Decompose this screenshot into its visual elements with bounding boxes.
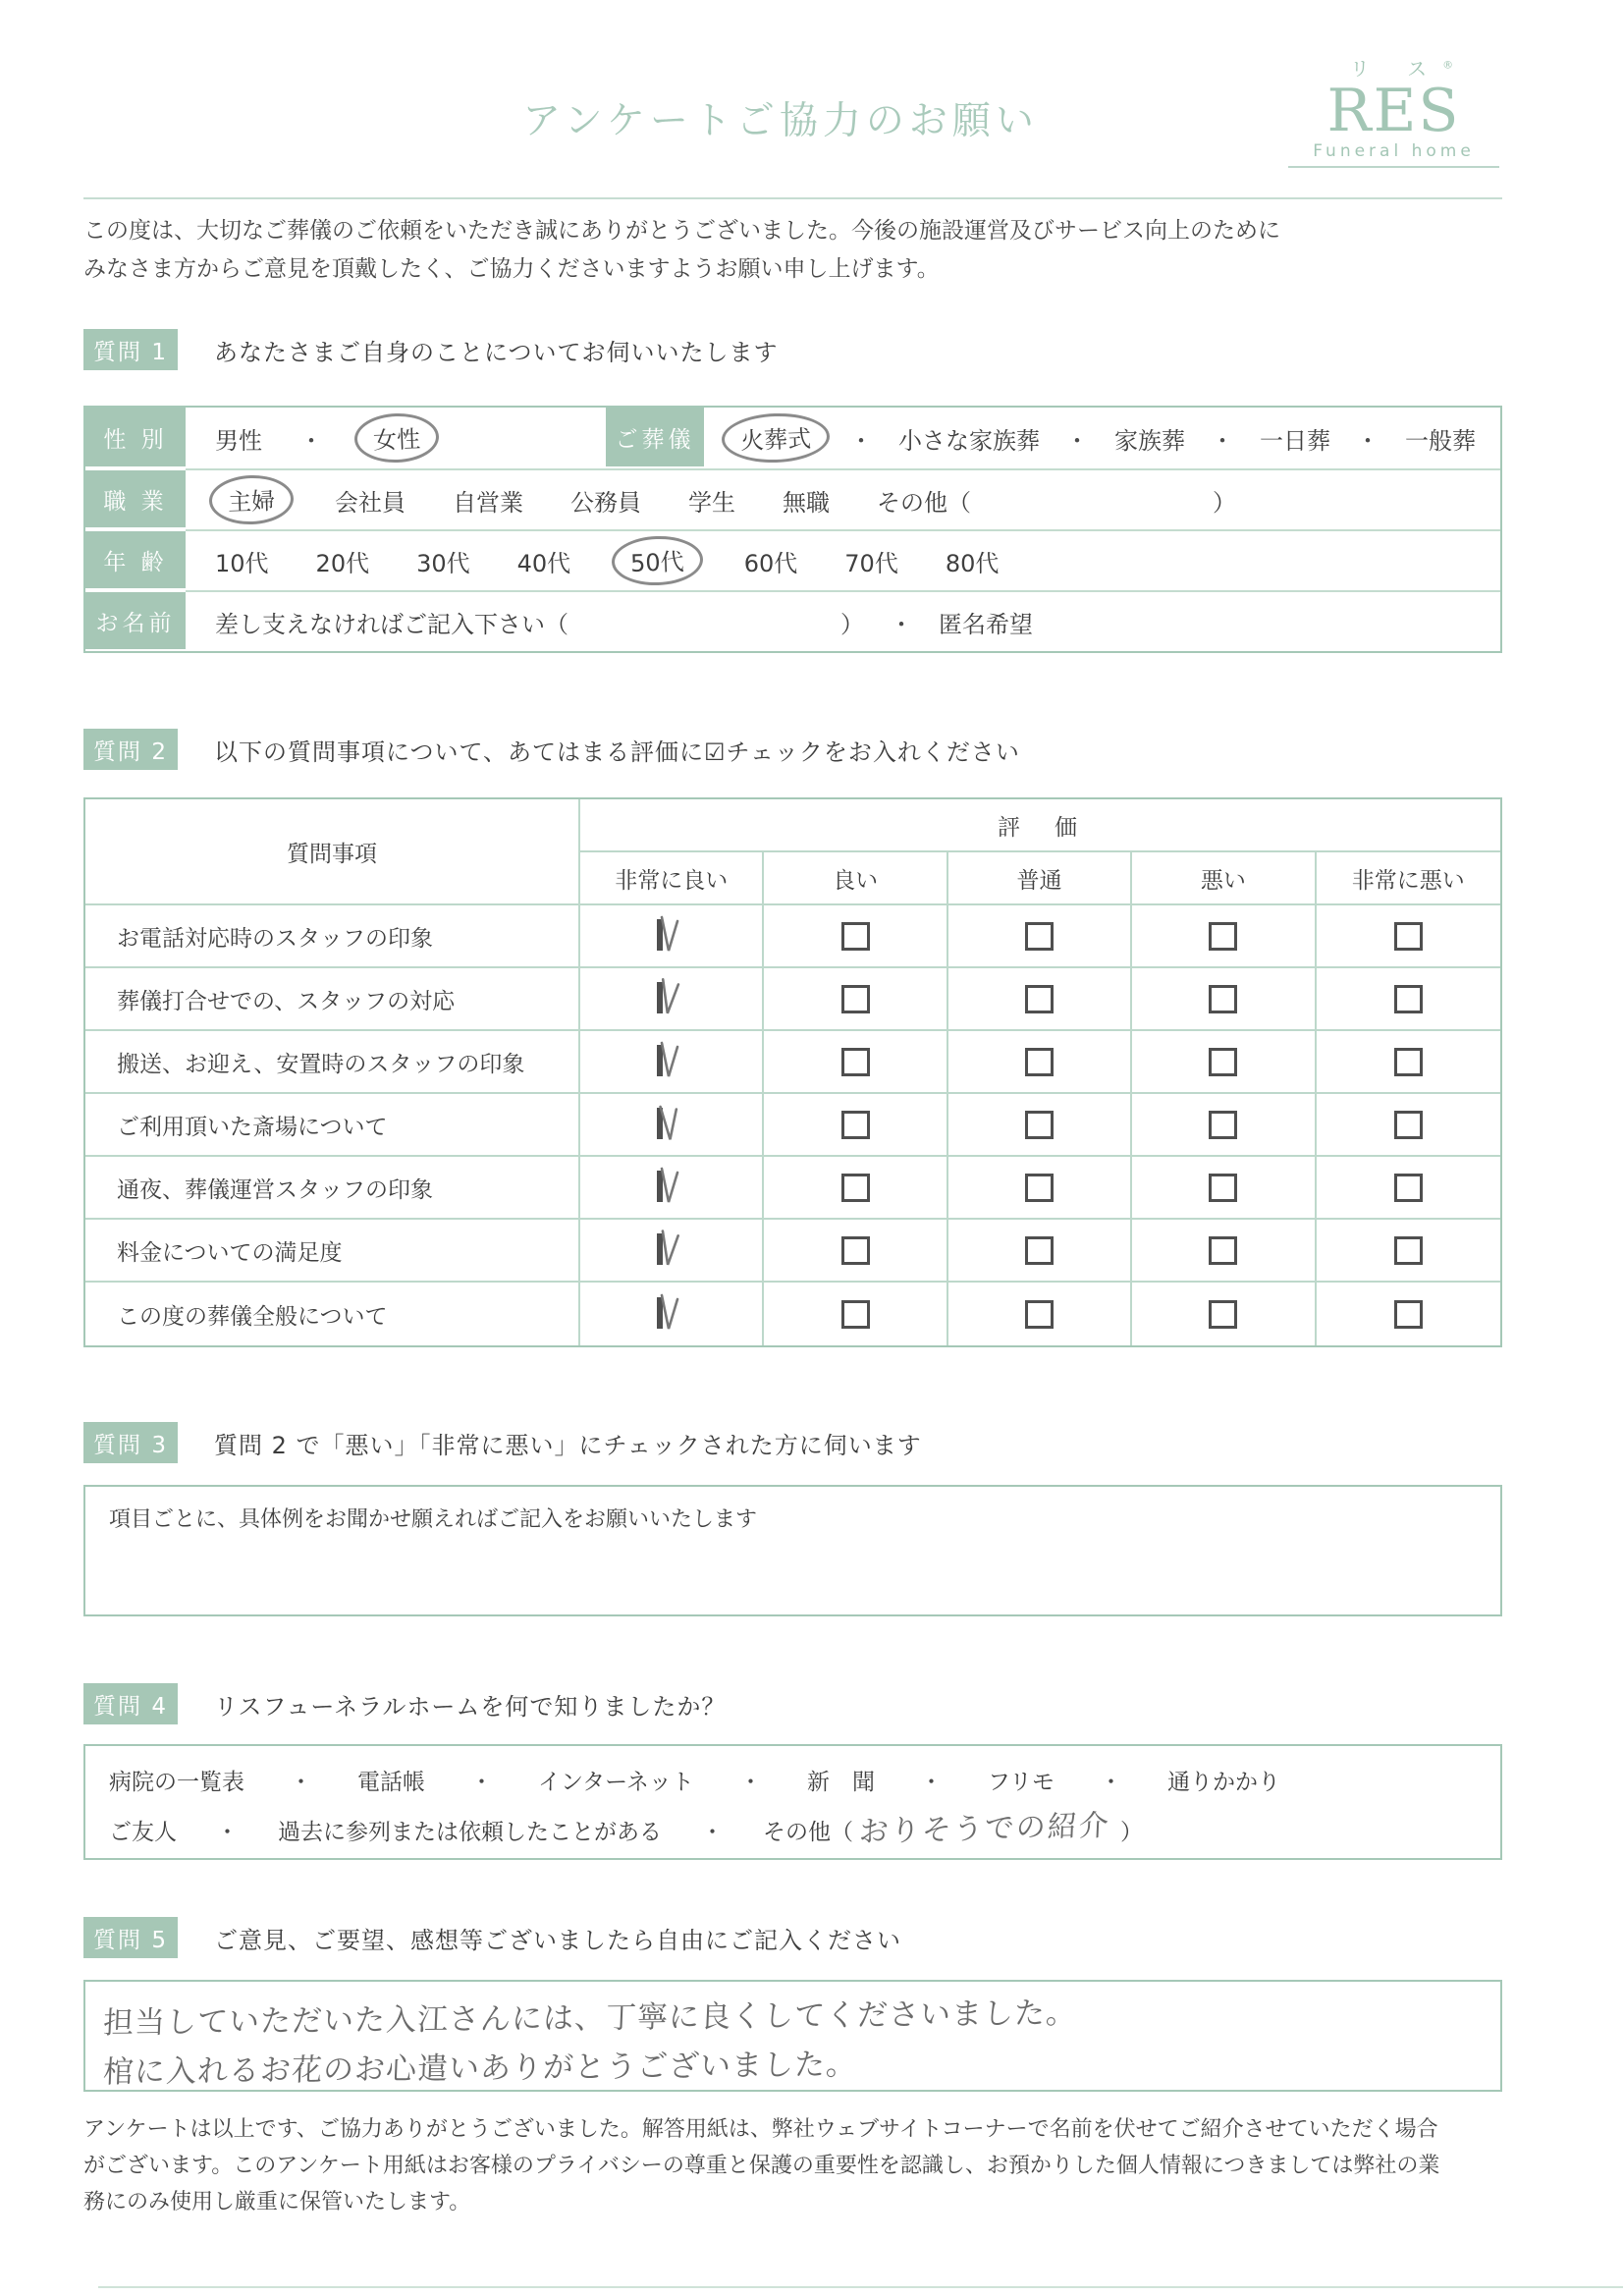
- checkbox: [1209, 1111, 1237, 1139]
- separator-dot: ・: [470, 1770, 493, 1795]
- q1-occupation-other-open: その他（: [877, 488, 971, 517]
- q1-funeral-option-family: 家族葬: [1114, 426, 1185, 455]
- q3-box-prompt: 項目ごとに、具体例をお聞かせ願えればご記入をお願いいたします: [109, 1507, 758, 1532]
- q5-title: ご意見、ご要望、感想等ございましたら自由にご記入ください: [214, 1926, 901, 1954]
- closing-line-3: 務にのみ使用し厳重に保管いたします。: [83, 2190, 471, 2214]
- q2-checkbox-checked: [580, 968, 764, 1031]
- q2-checkbox-checked: [580, 1157, 764, 1220]
- closing-line-2: がございます。このアンケート用紙はお客様のプライバシーの尊重と保護の重要性を認識し、お預かりした個人情報につきましては弊社の業: [83, 2154, 1440, 2178]
- checkbox: [1209, 1236, 1237, 1265]
- q1-gender-label: 性 別: [85, 408, 186, 468]
- q5-handwritten-line-1: 担当していただいた入江さんには、丁寧に良くしてくださいました。: [102, 1995, 1078, 2042]
- q1-table: [83, 406, 1502, 653]
- separator-dot: ・: [290, 1770, 312, 1795]
- q2-checkbox: [948, 1157, 1132, 1220]
- q4-title: リスフューネラルホームを何で知りましたか？: [214, 1692, 727, 1721]
- q2-header: [83, 729, 1020, 770]
- q5-handwritten-line-2: 棺に入れるお花のお心遣いありがとうございました。: [102, 2047, 858, 2091]
- q1-name-prompt: 差し支えなければご記入下さい（: [215, 610, 568, 638]
- check-icon: [654, 1037, 689, 1082]
- q3-title: 質問 2 で「悪い」「非常に悪い」にチェックされた方に伺います: [214, 1431, 922, 1459]
- separator-dot: ・: [299, 426, 323, 455]
- q2-checkbox: [1132, 1220, 1316, 1283]
- separator-dot: ・: [216, 1819, 239, 1845]
- q3-badge: 質問 3: [83, 1422, 178, 1463]
- q1-funeral-option-kasoushiki-circled: 火葬式: [721, 411, 831, 465]
- separator-dot: ・: [1211, 426, 1234, 455]
- checkbox: [1025, 985, 1054, 1013]
- q1-title: あなたさまご自身のことについてお伺いいたします: [214, 338, 779, 366]
- q1-age-option-70s: 70代: [844, 549, 898, 577]
- q2-checkbox: [948, 1094, 1132, 1157]
- q2-checkbox-checked: [580, 1220, 764, 1283]
- q1-age-label: 年 齢: [85, 529, 186, 590]
- checkbox: [1209, 1300, 1237, 1329]
- q1-age-option-80s: 80代: [945, 549, 1000, 577]
- q2-checkbox: [764, 1283, 947, 1345]
- intro-line-2: みなさま方からご意見を頂戴したく、ご協力くださいますようお願い申し上げます。: [83, 256, 940, 282]
- q2-row-label: 葬儀打合せでの、スタッフの対応: [85, 968, 580, 1031]
- separator-dot: ・: [1065, 426, 1089, 455]
- q2-title: 以下の質問事項について、あてはまる評価に☑チェックをお入れください: [214, 738, 1020, 766]
- separator-dot: ・: [919, 1770, 943, 1795]
- q4-option-attended-before: 過去に参列または依頼したことがある: [278, 1819, 662, 1845]
- q1-occupation-option-company: 会社員: [335, 488, 406, 517]
- logo-kana: リ ス: [1349, 57, 1443, 81]
- q2-rating-table: [83, 797, 1502, 1347]
- q4-options-box: [83, 1744, 1502, 1860]
- closing-paragraph: [83, 2111, 1527, 2220]
- checkbox: [1209, 985, 1237, 1013]
- q2-checkbox: [1317, 1031, 1500, 1094]
- checkbox: [1394, 1300, 1423, 1329]
- separator-dot: ・: [890, 610, 913, 638]
- q1-age-option-50s-circled: 50代: [611, 534, 703, 586]
- q4-option-other: [763, 1808, 1143, 1850]
- separator-dot: ・: [1356, 426, 1380, 455]
- q2-checkbox: [764, 1157, 947, 1220]
- bottom-edge-line: [98, 2286, 1623, 2288]
- checkbox: [841, 922, 870, 951]
- q4-option-internet: インターネット: [538, 1770, 694, 1795]
- check-icon: [654, 1163, 689, 1208]
- q1-age-option-10s: 10代: [215, 549, 269, 577]
- q1-row-name: [85, 590, 1500, 651]
- q1-age-option-30s: 30代: [416, 549, 470, 577]
- q2-checkbox: [948, 1031, 1132, 1094]
- q1-badge: 質問 1: [83, 329, 178, 370]
- q2-checkbox: [1317, 905, 1500, 968]
- q1-header: [83, 329, 779, 370]
- check-icon: [653, 972, 691, 1019]
- check-icon: [652, 1098, 691, 1146]
- q4-other-open: その他（: [763, 1819, 853, 1845]
- q1-age-option-60s: 60代: [743, 549, 798, 577]
- q5-comment-box: [83, 1980, 1502, 2092]
- checkbox: [1025, 1300, 1054, 1329]
- q1-occupation-other-close: ）: [1213, 488, 1236, 517]
- q1-name-close: ）: [840, 610, 864, 638]
- q1-age-option-40s: 40代: [516, 549, 571, 577]
- intro-paragraph: [83, 212, 1517, 289]
- q1-occupation-option-civil-servant: 公務員: [570, 488, 641, 517]
- q1-gender-options: [186, 408, 606, 468]
- q1-funeral-options: [704, 408, 1500, 468]
- checkbox: [1025, 1174, 1054, 1202]
- q3-comment-box: [83, 1485, 1502, 1616]
- checkbox: [841, 1048, 870, 1076]
- q4-option-furimo: フリモ: [987, 1770, 1055, 1795]
- q2-checkbox: [948, 968, 1132, 1031]
- q2-column-header-very-bad: 非常に悪い: [1317, 852, 1500, 905]
- q2-column-header-bad: 悪い: [1132, 852, 1316, 905]
- q1-funeral-option-general: 一般葬: [1405, 426, 1476, 455]
- q1-row-age: [85, 529, 1500, 590]
- q4-option-newspaper: 新 聞: [806, 1770, 875, 1795]
- separator-dot: ・: [701, 1819, 724, 1845]
- q5-badge: 質問 5: [83, 1917, 178, 1958]
- q4-badge: 質問 4: [83, 1683, 178, 1724]
- q2-row-label: 料金についての満足度: [85, 1220, 580, 1283]
- closing-line-1: アンケートは以上です、ご協力ありがとうございました。解答用紙は、弊社ウェブサイトコーナーで名前を伏せてご紹介させていただく場合: [83, 2117, 1438, 2142]
- q2-checkbox: [948, 905, 1132, 968]
- q2-column-header-items: 質問事項: [85, 799, 580, 905]
- q2-checkbox: [764, 1094, 947, 1157]
- q1-funeral-option-small-family: 小さな家族葬: [898, 426, 1040, 455]
- q1-name-field: [186, 592, 1033, 651]
- logo-subtitle: Funeral home: [1288, 141, 1499, 168]
- q1-occupation-option-student: 学生: [688, 488, 735, 517]
- checkbox: [1025, 1236, 1054, 1265]
- check-icon: [654, 1289, 689, 1335]
- q1-age-options: [186, 531, 999, 590]
- q2-row-label: お電話対応時のスタッフの印象: [85, 905, 580, 968]
- q2-checkbox: [1317, 1220, 1500, 1283]
- q2-checkbox-checked: [580, 1283, 764, 1345]
- checkbox: [841, 1174, 870, 1202]
- checkbox: [1025, 1048, 1054, 1076]
- q1-gender-option-female-circled: 女性: [353, 412, 440, 465]
- q4-other-handwritten-value: おりそうでの紹介: [858, 1808, 1111, 1850]
- check-icon: [654, 911, 689, 957]
- checkbox: [841, 1236, 870, 1265]
- checkbox: [841, 1111, 870, 1139]
- q1-occupation-option-self-employed: 自営業: [453, 488, 523, 517]
- q4-options-line-2: [109, 1808, 1477, 1850]
- q4-header: [83, 1683, 726, 1724]
- q2-rating-header: 評 価: [580, 799, 1500, 852]
- separator-dot: ・: [1100, 1770, 1123, 1795]
- q2-row-label: この度の葬儀全般について: [85, 1283, 580, 1345]
- q2-checkbox: [1132, 1283, 1316, 1345]
- checkbox: [1394, 1236, 1423, 1265]
- q2-column-header-excellent: 非常に良い: [580, 852, 764, 905]
- funeral-home-logo: [1288, 53, 1499, 168]
- checkbox: [1209, 1174, 1237, 1202]
- q2-checkbox: [1132, 968, 1316, 1031]
- q2-checkbox: [948, 1220, 1132, 1283]
- q1-row-gender-funeral: [85, 408, 1500, 468]
- checkbox: [841, 985, 870, 1013]
- page-title: アンケートご協力のお願い: [522, 99, 1039, 143]
- checkbox: [1025, 1111, 1054, 1139]
- q2-column-header-good: 良い: [764, 852, 947, 905]
- q4-options-line-1: [109, 1764, 1477, 1796]
- q1-occupation-option-unemployed: 無職: [783, 488, 830, 517]
- q2-checkbox: [764, 1031, 947, 1094]
- intro-line-1: この度は、大切なご葬儀のご依頼をいただき誠にありがとうございました。今後の施設運営及びサービス向上のために: [83, 218, 1280, 244]
- checkbox: [1394, 985, 1423, 1013]
- q4-option-hospital-list: 病院の一覧表: [109, 1770, 244, 1795]
- q1-gender-option-male: 男性: [215, 426, 262, 455]
- title-divider: [83, 197, 1502, 199]
- q2-checkbox: [764, 1220, 947, 1283]
- q2-checkbox: [1132, 1157, 1316, 1220]
- q4-other-close: ）: [1120, 1819, 1143, 1845]
- check-icon: [653, 1225, 690, 1272]
- checkbox: [1394, 1174, 1423, 1202]
- q2-checkbox: [1317, 1094, 1500, 1157]
- q2-checkbox: [1317, 968, 1500, 1031]
- q1-age-option-20s: 20代: [315, 549, 370, 577]
- q2-checkbox: [948, 1283, 1132, 1345]
- checkbox: [841, 1300, 870, 1329]
- q2-row-label: ご利用頂いた斎場について: [85, 1094, 580, 1157]
- separator-dot: ・: [849, 426, 873, 455]
- q1-occupation-options: [186, 470, 1236, 529]
- q2-checkbox: [1132, 905, 1316, 968]
- q4-option-friend: ご友人: [109, 1819, 177, 1845]
- checkbox: [1209, 922, 1237, 951]
- q2-checkbox: [764, 968, 947, 1031]
- checkbox: [1209, 1048, 1237, 1076]
- q3-header: [83, 1422, 922, 1463]
- q1-occupation-label: 職 業: [85, 468, 186, 529]
- q4-option-phonebook: 電話帳: [357, 1770, 425, 1795]
- logo-wordmark: RES: [1326, 77, 1461, 145]
- checkbox: [1394, 1111, 1423, 1139]
- q1-occupation-option-housewife-circled: 主婦: [208, 474, 295, 526]
- q1-name-anonymous: 匿名希望: [939, 610, 1033, 638]
- q2-row-label: 搬送、お迎え、安置時のスタッフの印象: [85, 1031, 580, 1094]
- q1-funeral-label: ご葬儀: [606, 408, 704, 468]
- separator-dot: ・: [738, 1770, 762, 1795]
- q1-name-label: お名前: [85, 590, 186, 651]
- q5-header: [83, 1917, 901, 1958]
- checkbox: [1025, 922, 1054, 951]
- q2-row-label: 通夜、葬儀運営スタッフの印象: [85, 1157, 580, 1220]
- q2-checkbox: [1132, 1094, 1316, 1157]
- checkbox: [1394, 922, 1423, 951]
- q2-checkbox: [764, 905, 947, 968]
- registered-mark-icon: ®: [1442, 58, 1454, 72]
- q2-checkbox-checked: [580, 1094, 764, 1157]
- q2-checkbox: [1317, 1283, 1500, 1345]
- q2-checkbox: [1132, 1031, 1316, 1094]
- q1-row-occupation: [85, 468, 1500, 529]
- q2-column-header-average: 普通: [948, 852, 1132, 905]
- q2-checkbox-checked: [580, 905, 764, 968]
- q2-checkbox: [1317, 1157, 1500, 1220]
- q1-funeral-option-one-day: 一日葬: [1260, 426, 1330, 455]
- q2-checkbox-checked: [580, 1031, 764, 1094]
- q2-badge: 質問 2: [83, 729, 178, 770]
- q4-option-passing-by: 通りかかり: [1167, 1770, 1281, 1795]
- checkbox: [1394, 1048, 1423, 1076]
